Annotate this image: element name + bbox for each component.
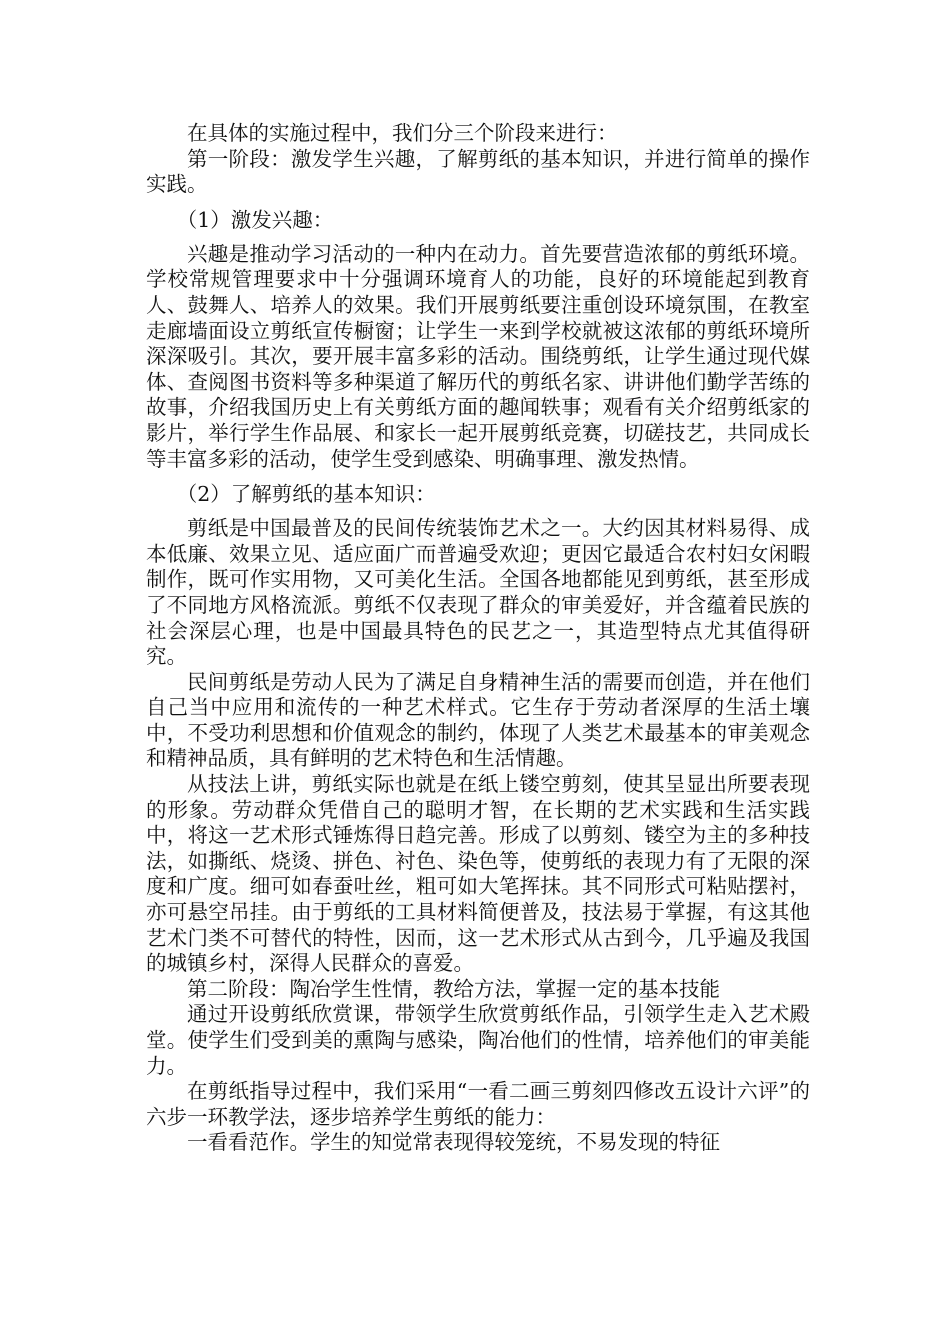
paragraph-stage-two: 第二阶段：陶冶学生性情，教给方法，掌握一定的基本技能 xyxy=(187,976,720,1001)
paragraph-intro: 在具体的实施过程中，我们分三个阶段来进行： xyxy=(187,121,618,145)
paragraph-folk-papercut: 民间剪纸是劳动人民为了满足自身精神生活的需要而创造，并在他们自己当中应用和流传的一种艺术样式。它生存于劳动者深厚的生活土壤中，不受功利思想和价值观念的制约，体现了人类艺术最基本的审美观念和精神品质，具有鲜明的艺术特色和生活情趣。 xyxy=(146,669,810,771)
paragraph-stage-one: 第一阶段：激发学生兴趣，了解剪纸的基本知识，并进行简单的操作实践。 xyxy=(146,146,810,197)
document-body xyxy=(146,121,810,1156)
paragraph-papercut-intro: 剪纸是中国最普及的民间传统装饰艺术之一。大约因其材料易得、成本低廉、效果立见、适应面广而普遍受欢迎；更因它最适合农村妇女闲暇制作，既可作实用物，又可美化生活。全国各地都能见到剪纸，甚至形成了不同地方风格流派。剪纸不仅表现了群众的审美爱好，并含蕴着民族的社会深层心理，也是中国最具特色的民艺之一，其造型特点尤其值得研究。 xyxy=(146,516,810,669)
subheading-basic-knowledge: （2）了解剪纸的基本知识： xyxy=(176,482,436,507)
paragraph-interest: 兴趣是推动学习活动的一种内在动力。首先要营造浓郁的剪纸环境。学校常规管理要求中十分强调环境育人的功能，良好的环境能起到教育人、鼓舞人、培养人的效果。我们开展剪纸要注重创设环境氛围，在教室走廊墙面设立剪纸宣传橱窗；让学生一来到学校就被这浓郁的剪纸环境所深深吸引。其次，要开展丰富多彩的活动。围绕剪纸，让学生通过现代媒体、查阅图书资料等多种渠道了解历代的剪纸名家、讲讲他们勤学苦练的故事，介绍我国历史上有关剪纸方面的趣闻轶事；观看有关介绍剪纸家的影片，举行学生作品展、和家长一起开展剪纸竞赛，切磋技艺，共同成长等丰富多彩的活动，使学生受到感染、明确事理、激发热情。 xyxy=(146,241,810,471)
paragraph-appreciation: 通过开设剪纸欣赏课，带领学生欣赏剪纸作品，引领学生走入艺术殿堂。使学生们受到美的熏陶与感染，陶冶他们的性情，培养他们的审美能力。 xyxy=(146,1002,810,1078)
paragraph-step-one: 一看看范作。学生的知觉常表现得较笼统，不易发现的特征 xyxy=(187,1130,720,1155)
paragraph-technique: 从技法上讲，剪纸实际也就是在纸上镂空剪刻，使其呈显出所要表现的形象。劳动群众凭借自己的聪明才智，在长期的艺术实践和生活实践中，将这一艺术形式锤炼得日趋完善。形成了以剪刻、镂空为主的多种技法，如撕纸、烧烫、拼色、衬色、染色等，使剪纸的表现力有了无限的深度和广度。细可如春蚕吐丝，粗可如大笔挥抹。其不同形式可粘贴摆衬，亦可悬空吊挂。由于剪纸的工具材料简便普及，技法易于掌握，有这其他艺术门类不可替代的特性，因而，这一艺术形式从古到今，几乎遍及我国的城镇乡村，深得人民群众的喜爱。 xyxy=(146,772,810,976)
paragraph-six-steps: 在剪纸指导过程中，我们采用“一看二画三剪刻四修改五设计六评”的六步一环教学法，逐步培养学生剪纸的能力： xyxy=(146,1079,810,1129)
subheading-stimulate-interest: （1）激发兴趣： xyxy=(176,207,334,232)
